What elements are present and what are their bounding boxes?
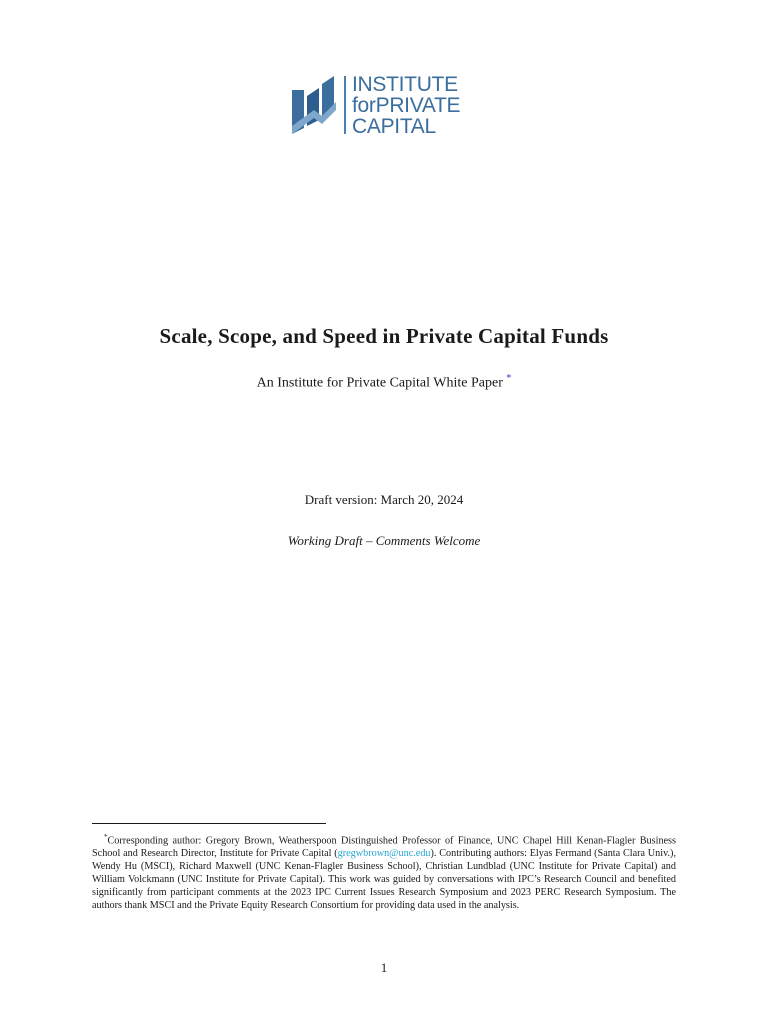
- logo-line-institute: INSTITUTE: [352, 73, 458, 96]
- footnote-text-end: ). Contributing authors: Elyas Fermand (Santa Clara Univ.), Wendy Hu (MSCI), Richard Maxwell (UNC Kenan-Flagler Business School), Christian Lundblad (UNC Institute for Private Capital) and William Volckmann (UNC Institute for Private Capital). This work was guided by conversations with IPC’s Research Council and benefited significantly from participant comments at the 2023 IPC Current Issues Research Symposium and 2023 PERC Research Symposium. The authors thank MSCI and the Private Equity Research Consortium for providing data used in the analysis.: [92, 848, 677, 911]
- footnote-divider: [92, 823, 326, 824]
- draft-version: Draft version: March 20, 2024: [304, 492, 464, 507]
- logo-line-capital: CAPITAL: [352, 115, 436, 138]
- footnote-mark: *: [104, 833, 108, 841]
- logo-divider: [344, 76, 346, 134]
- logo-word-private: PRIVATE: [375, 94, 461, 117]
- paper-subtitle: [0, 373, 768, 392]
- footnote: [92, 831, 676, 913]
- paper-title: Scale, Scope, and Speed in Private Capital Funds: [159, 324, 609, 348]
- logo-line-private: [352, 95, 460, 116]
- footnote-link-mark[interactable]: *: [506, 373, 512, 384]
- page-number: 1: [380, 960, 388, 975]
- logo-word-for: for: [352, 94, 376, 117]
- author-email-link[interactable]: gregwbrown@unc.edu: [337, 848, 431, 860]
- subtitle-text: An Institute for Private Capital White Paper: [256, 375, 503, 391]
- working-draft-note: Working Draft – Comments Welcome: [287, 533, 481, 548]
- footnote-text-start: Corresponding author: Gregory Brown, Weatherspoon Distinguished Professor of Finance, UNC Chapel Hill Kenan-Flagler Business School and Research Director, Institute for Private Capital (: [92, 835, 676, 860]
- institute-logo: [292, 74, 482, 136]
- logo-wordmark: [352, 74, 460, 137]
- rising-bars-arrow-icon: [292, 76, 336, 134]
